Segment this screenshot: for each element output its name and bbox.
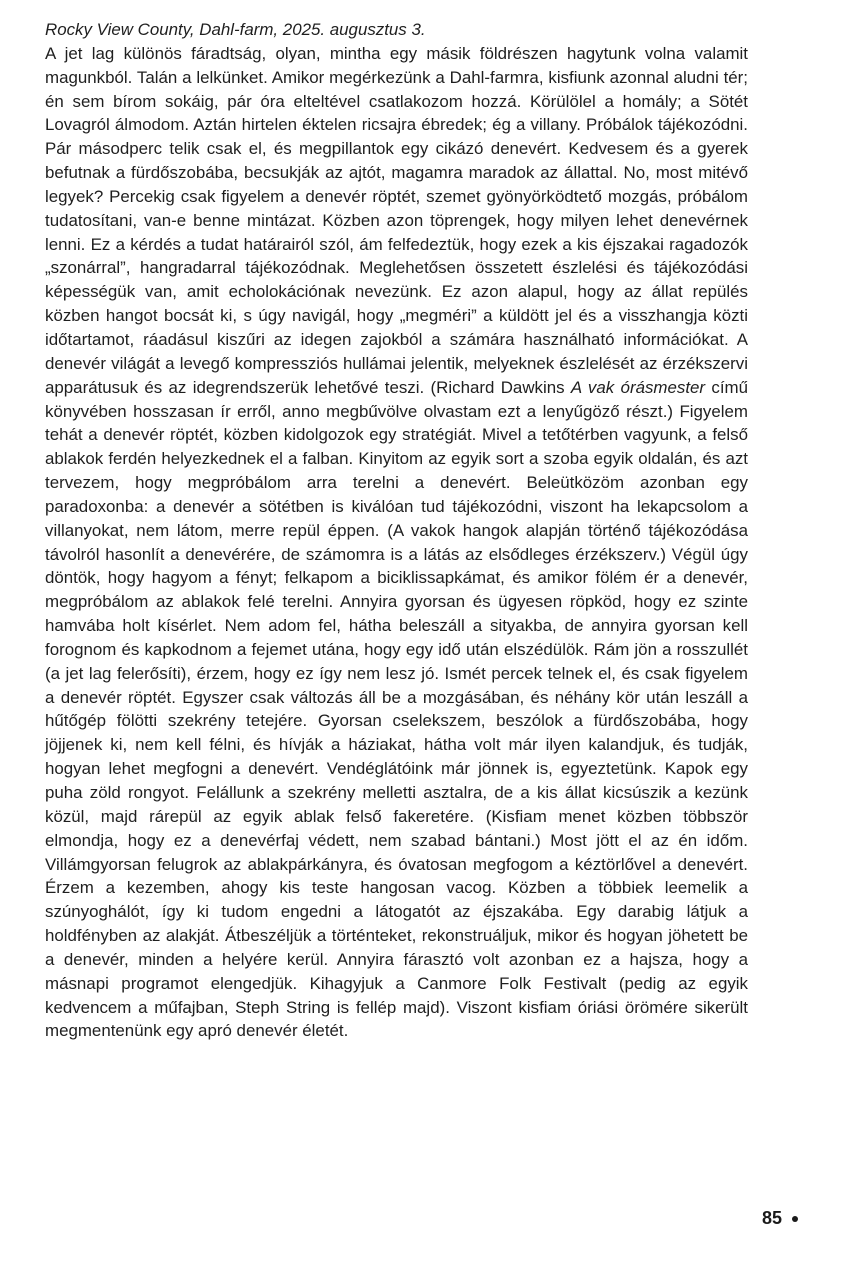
- entry-heading: Rocky View County, Dahl-farm, 2025. augusztus 3.: [45, 20, 426, 39]
- page-number: [762, 1208, 798, 1229]
- book-title: A vak órásmester: [570, 377, 706, 397]
- text-block: [45, 18, 748, 1043]
- body-text-part-1: A jet lag különös fáradtság, olyan, mintha egy másik földrészen hagytunk volna valamit magunkból. Talán a lelkünket. Amikor megérkezünk a Dahl-farmra, kisfiunk azonnal aludni tér; én sem bírom sokáig, pár óra elteltével csatlakozom hozzá. Körülölel a homály; a Sötét Lovagról álmodom. Aztán hirtelen éktelen ricsajra ébredek; ég a villany. Próbálok tájékozódni. Pár másodperc telik csak el, és megpillantok egy cikázó denevért. Kedvesem és a gyerek befutnak a fürdőszobába, becsukják az ajtót, magamra maradok az állattal. No, most mitévő legyek? Percekig csak figyelem a denevér röptét, szemet gyönyörködtető mozgás, próbálom tudatosítani, van-e benne mintázat. Közben azon töprengek, hogy milyen lehet denevérnek lenni. Ez a kérdés a tudat határairól szól, ám felfedeztük, hogy ezek a kis éjszakai ragadozók „szonárral”, hangradarral tájékozódnak. Meglehetősen összetett észlelési és tájékozódási képességük van, amit echolokációnak nevezünk. Ez azon alapul, hogy az állat repülés közben hangot bocsát ki, s úgy navigál, hogy „megméri” a küldött jel és a visszhangja közti időtartamot, ráadásul kiszűri az idegen zajokból a számára használható információkat. A denevér világát a levegő kompressziós hullámai jelentik, melyeknek észlelését az érzékszervi apparátusuk és az idegrendszerük lehetővé teszi. (Richard Dawkins: [45, 43, 748, 397]
- body-text-part-2: című könyvében hosszasan ír erről, anno megbűvölve olvastam ezt a lenyűgöző részt.) Figyelem tehát a denevér röptét, közben kidolgozok egy stratégiát. Mivel a tetőtérben vagyunk, a felső ablakok ferdén helyezkednek el a falban. Kinyitom az egyik sort a szoba egyik oldalán, és azt tervezem, hogy megpróbálom arra terelni a denevért. Beleütközöm azonban egy paradoxonba: a denevér a sötétben is kiválóan tud tájékozódni, viszont ha lekapcsolom a villanyokat, nem látom, merre repül éppen. (A vakok hangok alapján történő tájékozódása távolról hasonlít a denevérére, de számomra is a látás az elsődleges érzékszerv.) Végül úgy döntök, hogy hagyom a fényt; felkapom a biciklissapkámat, és amikor fölém ér a denevér, megpróbálom az ablakok felé terelni. Annyira gyorsan és ügyesen röpköd, hogy ez szinte hamvába holt kísérlet. Nem adom fel, hátha beleszáll a sityakba, de annyira gyorsan kell forognom és kapkodnom a fejemet utána, hogy egy idő után elszédülök. Rám jön a rosszullét (a jet lag felerősíti), érzem, hogy ez így nem lesz jó. Ismét percek telnek el, és csak figyelem a denevér röptét. Egyszer csak változás áll be a mozgásában, és néhány kör után leszáll a hűtőgép fölötti szekrény tetejére. Gyorsan cselekszem, beszólok a fürdőszobába, hogy jöjjenek ki, nem kell félni, és hívják a háziakat, hátha volt már ilyen kalandjuk, és tudják, hogyan lehet megfogni a denevért. Vendéglátóink már jönnek is, egyeztetünk. Kapok egy puha zöld rongyot. Felállunk a szekrény melletti asztalra, de a kis állat kicsúszik a kezünk közül, majd rárepül az egyik ablak felső fakeretére. (Kisfiam menet közben többször elmondja, hogy ez a denevérfaj védett, nem szabad bántani.) Most jött el az én időm. Villámgyorsan felugrok az ablakpárkányra, és óvatosan megfogom a kéztörlővel a denevért. Érzem a kezemben, ahogy kis teste hangosan vacog. Közben a többiek leemelik a szúnyoghálót, így ki tudom engedni a látogatót az éjszakába. Egy darabig látjuk a holdfényben az alakját. Átbeszéljük a történteket, rekonstruáljuk, mikor és hogyan jöhetett be a denevér, minden a helyére kerül. Annyira fárasztó volt azonban ez a hajsza, hogy a másnapi programot elengedjük. Kihagyjuk a Canmore Folk Festivalt (pedig az egyik kedvencem a műfajban, Steph String is fellép majd). Viszont kisfiam óriási örömére sikerült megmentenünk egy apró denevér életét.: [45, 377, 749, 1041]
- bullet-icon: [792, 1216, 798, 1222]
- body-paragraph: [45, 42, 748, 1043]
- page-number-value: 85: [761, 1208, 782, 1228]
